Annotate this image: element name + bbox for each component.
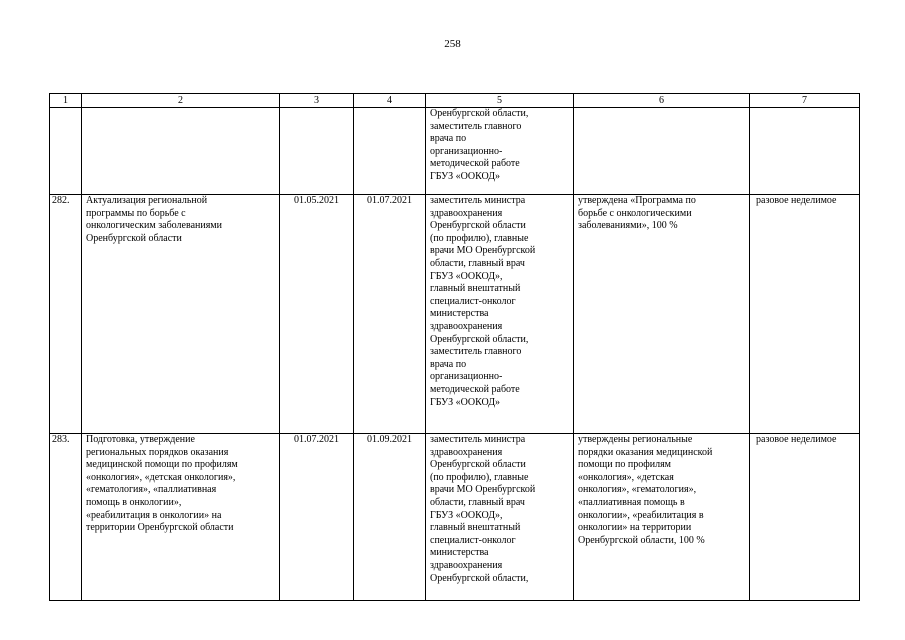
start-date: 01.05.2021	[280, 195, 354, 434]
column-header: 3	[280, 94, 354, 108]
start-date: 01.07.2021	[280, 434, 354, 601]
column-header: 2	[82, 94, 280, 108]
table-cell	[750, 108, 860, 195]
table-cell	[50, 108, 82, 195]
continuation-row	[50, 108, 860, 195]
table-row	[50, 195, 860, 434]
plan-table	[49, 93, 860, 601]
result-cell: утверждены региональные порядки оказания медицинской помощи по профилям «онкология», «детская онкология», «гематология», «паллиативная помощь в онкологии», «реабилитация в онкологии» на территории Оренбургской области, 100 %	[574, 434, 750, 601]
column-header: 1	[50, 94, 82, 108]
column-number-row	[50, 94, 860, 108]
responsible-cell: Оренбургской области, заместитель главного врача по организационно- методической работе ГБУЗ «ООКОД»	[426, 108, 574, 195]
table-cell	[82, 108, 280, 195]
table-cell	[354, 108, 426, 195]
row-number: 282.	[50, 195, 82, 434]
column-header: 4	[354, 94, 426, 108]
responsible-cell: заместитель министра здравоохранения Оренбургской области (по профилю), главные врачи МО Оренбургской области, главный врач ГБУЗ «ООКОД», главный внештатный специалист-онколог министерства здравоохранения Оренбургской области,	[426, 434, 574, 601]
activity-name: Подготовка, утверждение региональных порядков оказания медицинской помощи по профилям «онкология», «детская онкология», «гематология», «паллиативная помощь в онкологии», «реабилитация в онкологии» на территории Оренбургской области	[82, 434, 280, 601]
row-number: 283.	[50, 434, 82, 601]
end-date: 01.09.2021	[354, 434, 426, 601]
page-number: 258	[444, 38, 461, 50]
table-cell	[280, 108, 354, 195]
end-date: 01.07.2021	[354, 195, 426, 434]
column-header: 5	[426, 94, 574, 108]
table-cell	[574, 108, 750, 195]
type-cell: разовое неделимое	[750, 195, 860, 434]
activity-name: Актуализация региональной программы по борьбе с онкологическим заболеваниями Оренбургской области	[82, 195, 280, 434]
table-row	[50, 434, 860, 601]
type-cell: разовое неделимое	[750, 434, 860, 601]
result-cell: утверждена «Программа по борьбе с онкологическими заболеваниями», 100 %	[574, 195, 750, 434]
column-header: 7	[750, 94, 860, 108]
column-header: 6	[574, 94, 750, 108]
responsible-cell: заместитель министра здравоохранения Оренбургской области (по профилю), главные врачи МО Оренбургской области, главный врач ГБУЗ «ООКОД», главный внештатный специалист-онколог министерства здравоохранения Оренбургской области, заместитель главного врача по организационно- методической работе ГБУЗ «ООКОД»	[426, 195, 574, 434]
